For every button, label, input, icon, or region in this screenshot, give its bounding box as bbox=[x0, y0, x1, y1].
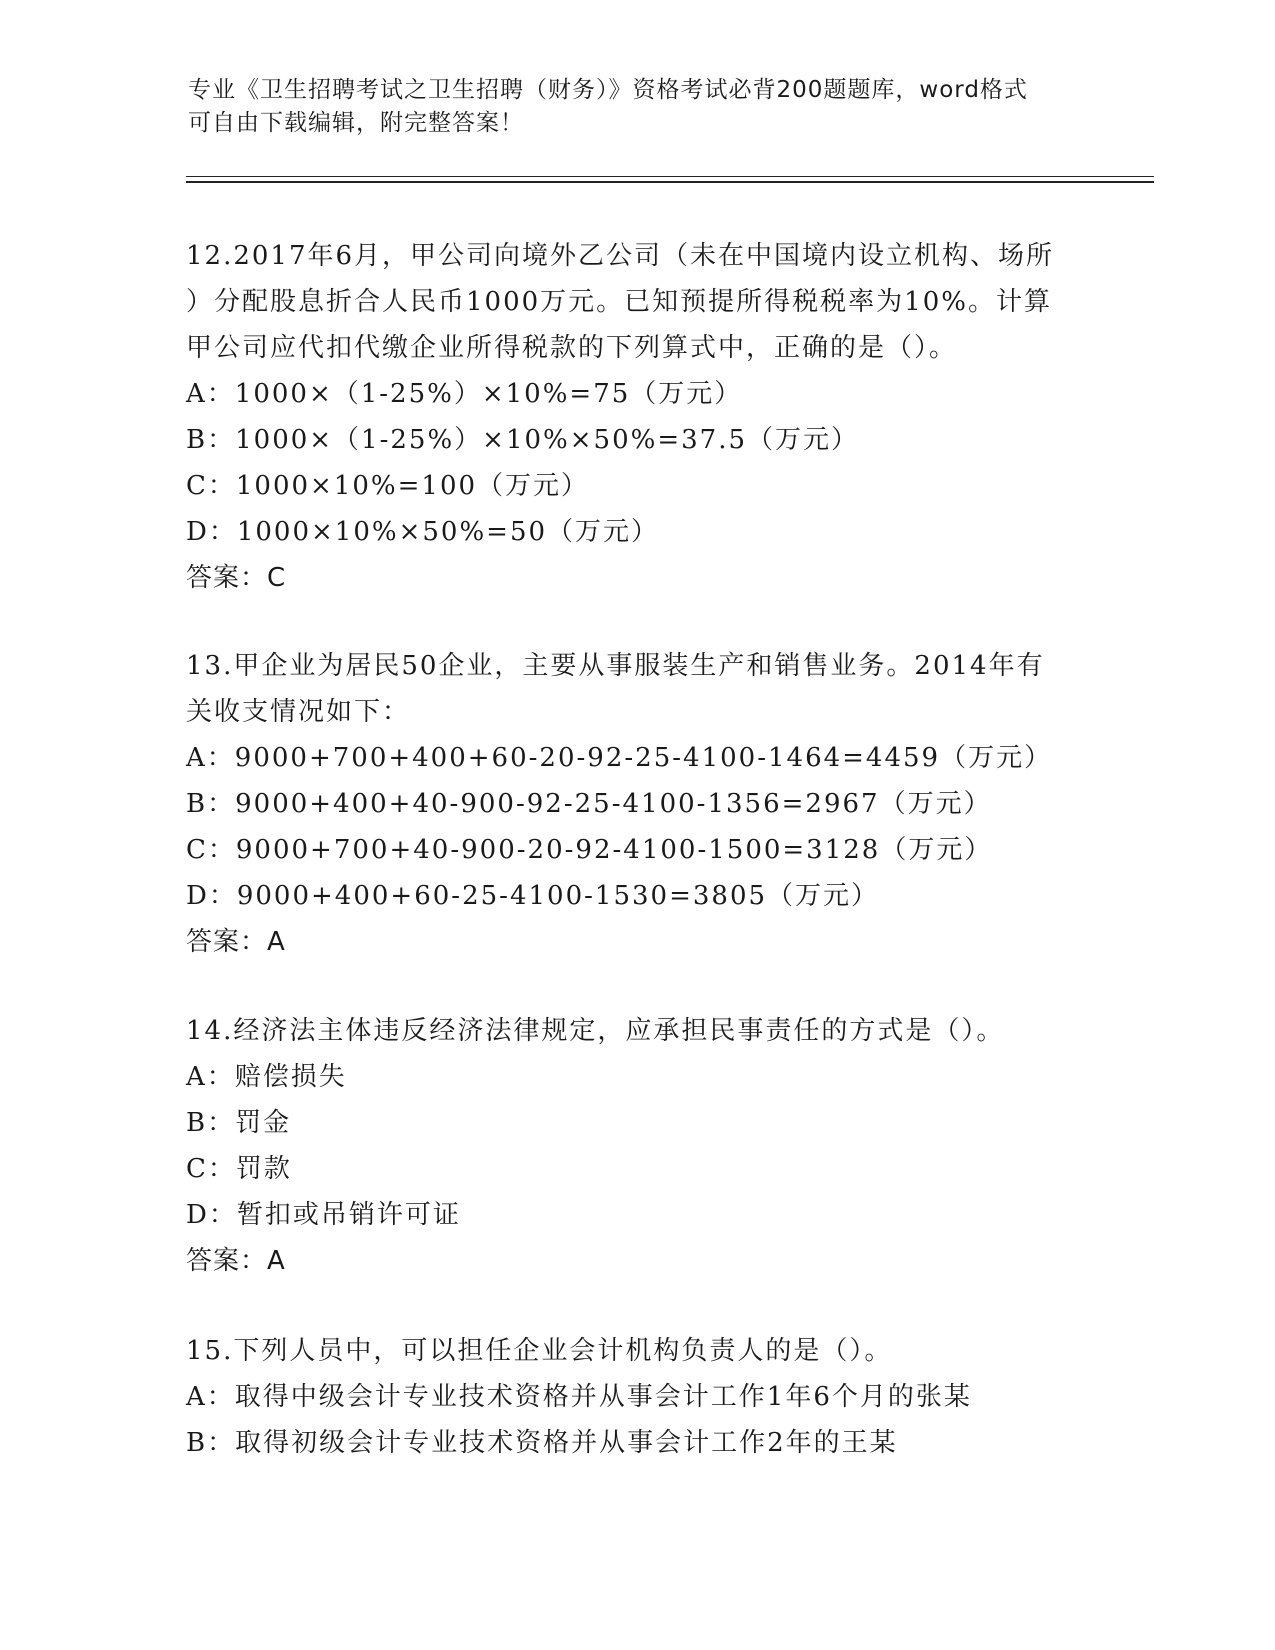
question-stem-line: 15.下列人员中，可以担任企业会计机构负责人的是（）。 bbox=[186, 1336, 893, 1366]
document-header bbox=[188, 74, 1068, 140]
question-12 bbox=[186, 233, 1106, 601]
option-a: A：1000×（1-25%）×10%=75（万元） bbox=[186, 379, 743, 409]
question-stem-line: 关收支情况如下： bbox=[186, 697, 411, 727]
question-15 bbox=[186, 1328, 1106, 1466]
answer: 答案：C bbox=[186, 563, 287, 593]
header-line-2: 可自由下载编辑，附完整答案！ bbox=[188, 110, 524, 136]
question-stem-line: 甲公司应代扣代缴企业所得税款的下列算式中，正确的是（）。 bbox=[186, 333, 958, 363]
option-a: A：取得中级会计专业技术资格并从事会计工作1年6个月的张某 bbox=[186, 1382, 972, 1412]
question-stem-line: 14.经济法主体违反经济法律规定，应承担民事责任的方式是（）。 bbox=[186, 1016, 1005, 1046]
question-stem-line: ）分配股息折合人民币1000万元。已知预提所得税税率为10%。计算 bbox=[186, 287, 1052, 317]
option-a: A：赔偿损失 bbox=[186, 1062, 347, 1092]
option-b: B：1000×（1-25%）×10%×50%=37.5（万元） bbox=[186, 425, 860, 455]
question-13 bbox=[186, 643, 1106, 965]
question-stem-line: 12.2017年6月，甲公司向境外乙公司（未在中国境内设立机构、场所 bbox=[186, 241, 1055, 271]
header-divider-thick bbox=[186, 181, 1154, 183]
header-line-1: 专业《卫生招聘考试之卫生招聘（财务）》资格考试必背200题题库，word格式 bbox=[188, 77, 1028, 103]
option-c: C：1000×10%=100（万元） bbox=[186, 471, 590, 501]
question-stem-line: 13.甲企业为居民50企业，主要从事服装生产和销售业务。2014年有 bbox=[186, 651, 1045, 681]
header-divider-thin bbox=[186, 176, 1154, 177]
option-d: D：9000+400+60-25-4100-1530=3805（万元） bbox=[186, 881, 880, 911]
option-c: C：罚款 bbox=[186, 1154, 292, 1184]
answer: 答案：A bbox=[186, 927, 286, 957]
question-14 bbox=[186, 1008, 1106, 1284]
option-a: A：9000+700+400+60-20-92-25-4100-1464=4459（万元） bbox=[186, 743, 1053, 773]
option-d: D：1000×10%×50%=50（万元） bbox=[186, 517, 660, 547]
option-b: B：取得初级会计专业技术资格并从事会计工作2年的王某 bbox=[186, 1428, 898, 1458]
option-c: C：9000+700+40-900-20-92-4100-1500=3128（万元） bbox=[186, 835, 993, 865]
option-b: B：9000+400+40-900-92-25-4100-1356=2967（万元） bbox=[186, 789, 992, 819]
answer: 答案：A bbox=[186, 1246, 286, 1276]
option-d: D：暂扣或吊销许可证 bbox=[186, 1200, 461, 1230]
option-b: B：罚金 bbox=[186, 1108, 292, 1138]
